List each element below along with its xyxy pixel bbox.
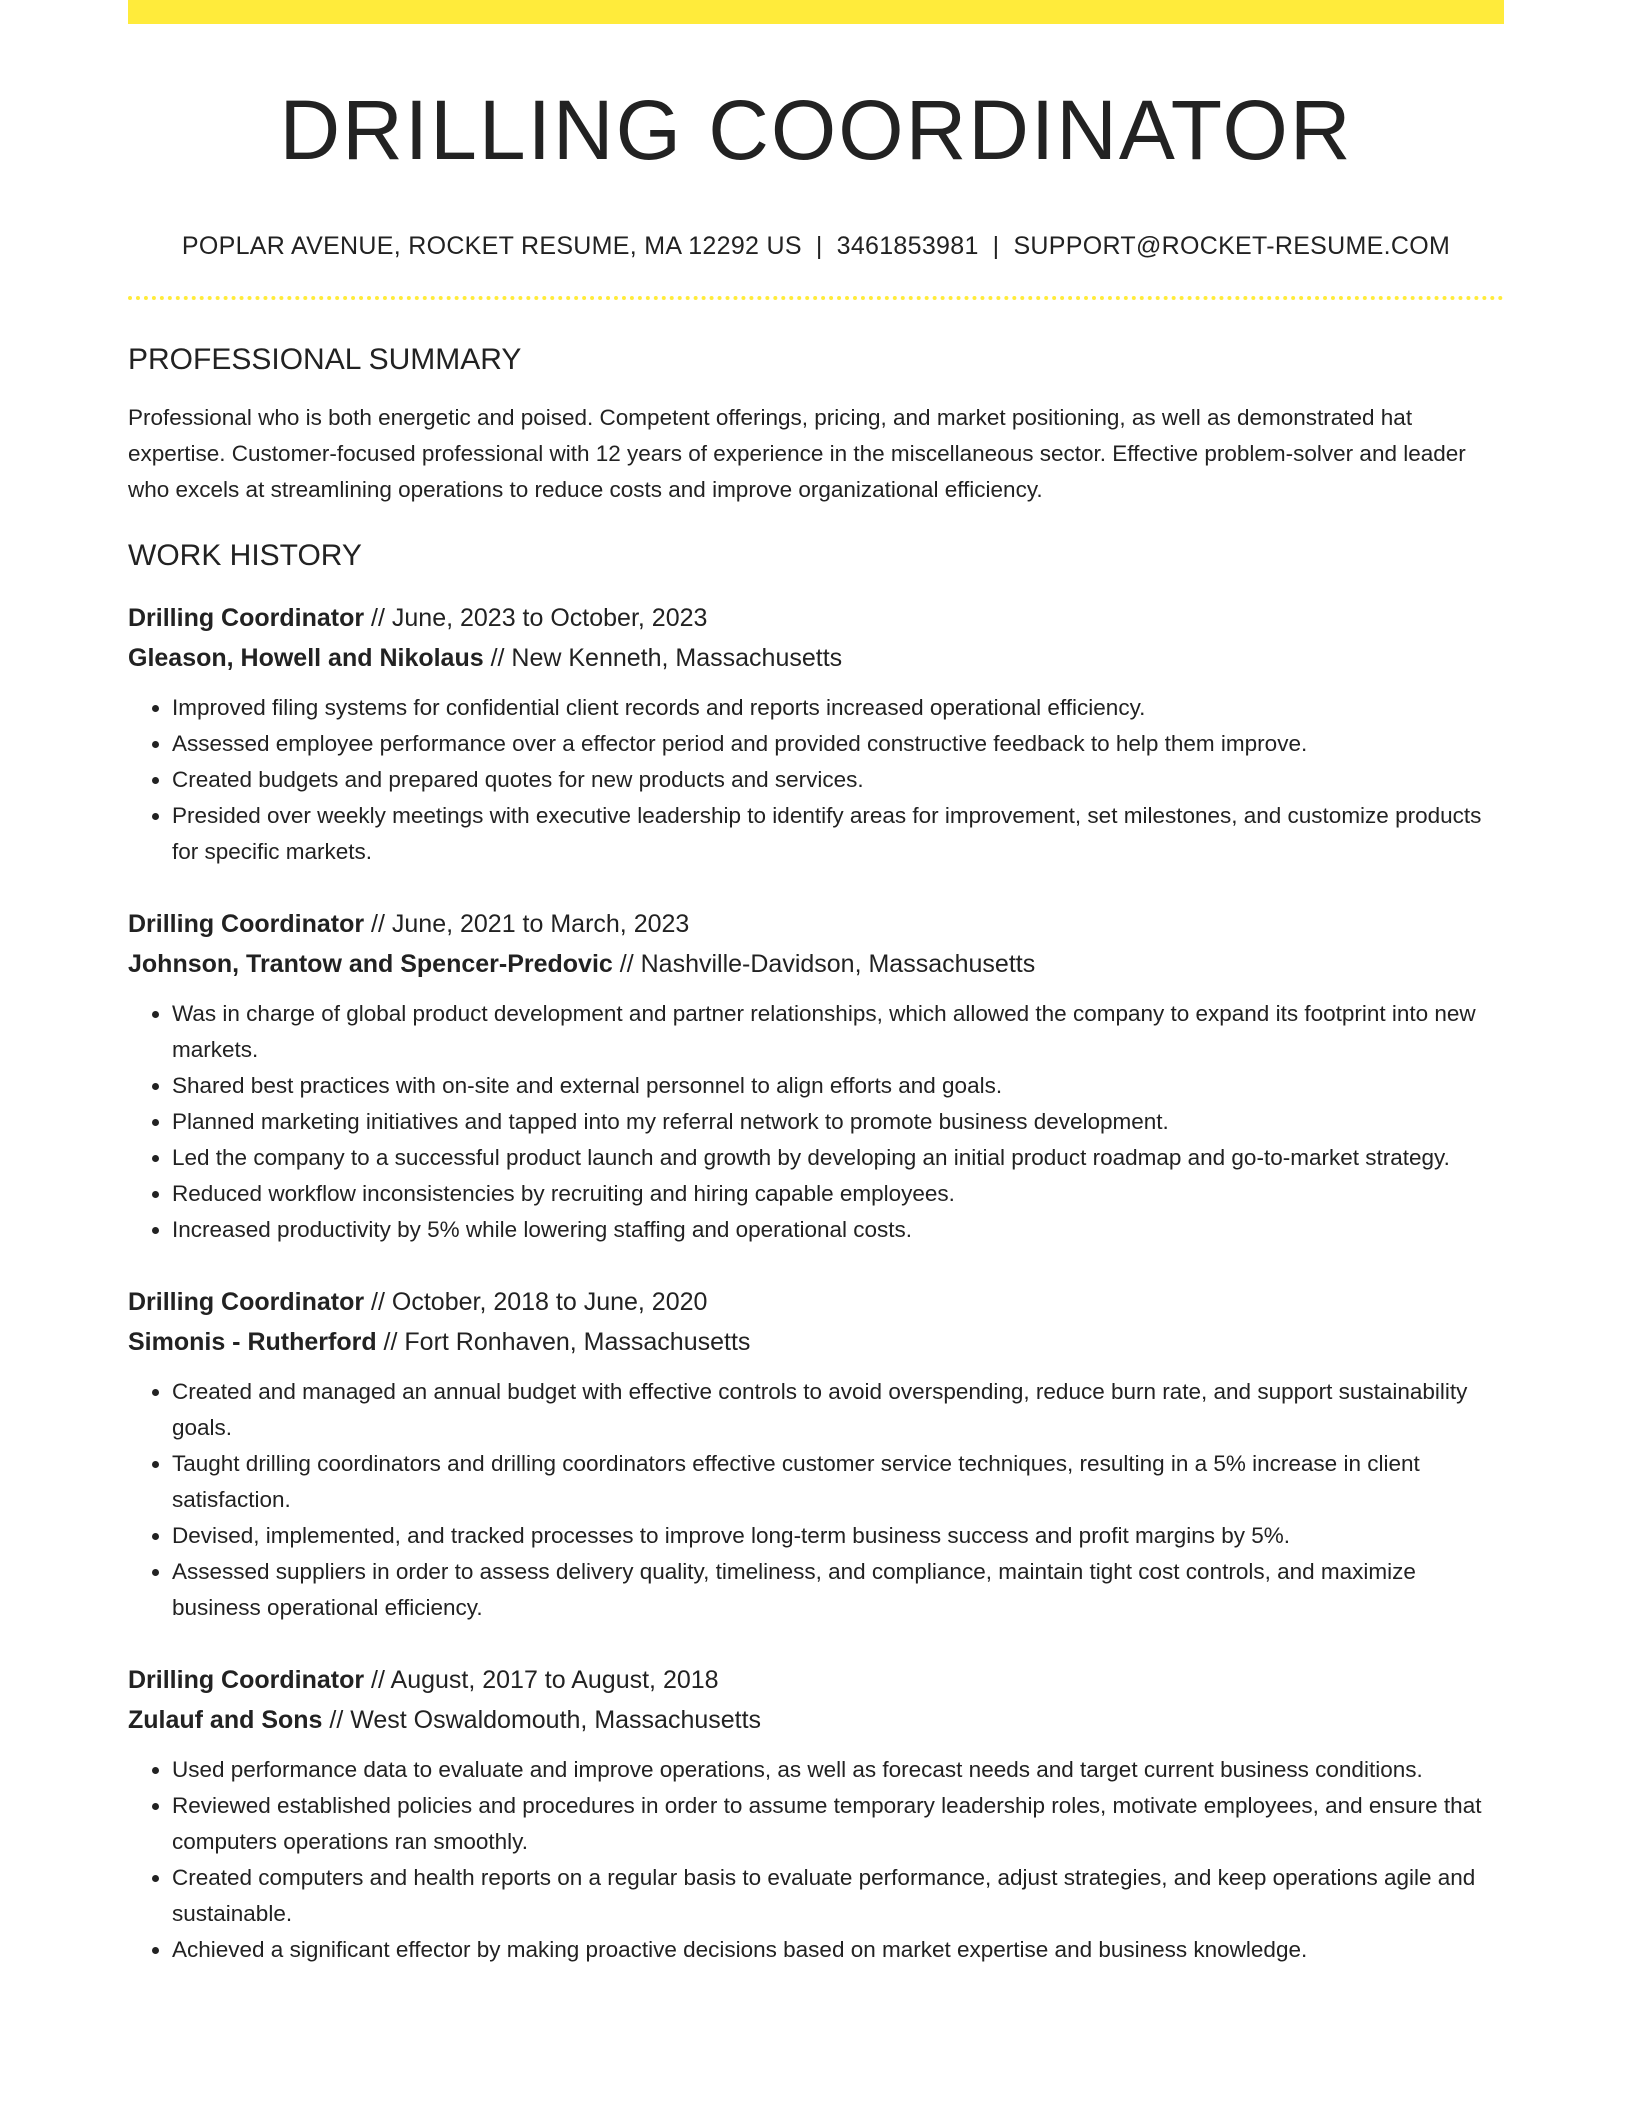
bullet-item: • Achieved a significant effector by making proactive decisions based on market expertise and business knowledge. xyxy=(172,1932,1504,1968)
job-dates: // June, 2021 to March, 2023 xyxy=(364,910,690,938)
bullet-item: • Reduced workflow inconsistencies by recruiting and hiring capable employees. xyxy=(172,1176,1504,1212)
bullet-item: • Shared best practices with on-site and external personnel to align efforts and goals. xyxy=(172,1068,1504,1104)
work-history-heading: WORK HISTORY xyxy=(128,539,362,572)
job-dates: // August, 2017 to August, 2018 xyxy=(364,1666,719,1694)
job-bullets xyxy=(128,996,1504,1248)
job-location: // Nashville-Davidson, Massachusetts xyxy=(612,950,1036,978)
job-dates: // October, 2018 to June, 2020 xyxy=(364,1288,708,1316)
job-entry xyxy=(128,1660,1504,1968)
dotted-divider xyxy=(128,296,1504,300)
job-company-line xyxy=(128,1322,1504,1362)
job-entry xyxy=(128,904,1504,1248)
job-company-line xyxy=(128,1700,1504,1740)
job-title-line xyxy=(128,904,1504,944)
job-title: Drilling Coordinator xyxy=(128,1666,365,1694)
contact-line xyxy=(128,230,1504,262)
job-bullets xyxy=(128,690,1504,870)
contact-separator: | xyxy=(815,232,823,260)
bullet-item: • Reviewed established policies and procedures in order to assume temporary leadership roles, motivate employees, and ensure that computers operations ran smoothly. xyxy=(172,1788,1504,1860)
job-bullets xyxy=(128,1752,1504,1968)
job-location: // West Oswaldomouth, Massachusetts xyxy=(322,1706,762,1734)
job-title: Drilling Coordinator xyxy=(128,1288,365,1316)
bullet-item: • Led the company to a successful product launch and growth by developing an initial product roadmap and go-to-market strategy. xyxy=(172,1140,1504,1176)
bullet-item: • Increased productivity by 5% while lowering staffing and operational costs. xyxy=(172,1212,1504,1248)
bullet-item: • Planned marketing initiatives and tapped into my referral network to promote business development. xyxy=(172,1104,1504,1140)
bullet-item: • Presided over weekly meetings with executive leadership to identify areas for improvement, set milestones, and customize products for specific markets. xyxy=(172,798,1504,870)
job-company: Gleason, Howell and Nikolaus xyxy=(128,644,484,672)
bullet-item: • Assessed employee performance over a effector period and provided constructive feedback to help them improve. xyxy=(172,726,1504,762)
contact-phone: 3461853981 xyxy=(836,232,979,260)
bullet-item: • Assessed suppliers in order to assess delivery quality, timeliness, and compliance, maintain tight cost controls, and maximize business operational efficiency. xyxy=(172,1554,1504,1626)
job-company: Zulauf and Sons xyxy=(128,1706,323,1734)
accent-top-bar xyxy=(128,0,1504,24)
job-entry xyxy=(128,598,1504,870)
job-company-line xyxy=(128,944,1504,984)
job-company: Johnson, Trantow and Spencer-Predovic xyxy=(128,950,613,978)
job-entry xyxy=(128,1282,1504,1626)
job-company-line xyxy=(128,638,1504,678)
job-title: Drilling Coordinator xyxy=(128,910,365,938)
contact-address: POPLAR AVENUE, ROCKET RESUME, MA 12292 US xyxy=(181,232,802,260)
contact-email: SUPPORT@ROCKET-RESUME.COM xyxy=(1013,232,1451,260)
resume-content xyxy=(128,80,1504,1968)
bullet-item: • Taught drilling coordinators and drilling coordinators effective customer service techniques, resulting in a 5% increase in client satisfaction. xyxy=(172,1446,1504,1518)
job-title-line xyxy=(128,1660,1504,1700)
job-title: Drilling Coordinator xyxy=(128,604,365,632)
bullet-item: • Created budgets and prepared quotes for new products and services. xyxy=(172,762,1504,798)
bullet-item: • Created computers and health reports on a regular basis to evaluate performance, adjust strategies, and keep operations agile and sustainable. xyxy=(172,1860,1504,1932)
summary-heading: PROFESSIONAL SUMMARY xyxy=(128,343,522,376)
job-title-line xyxy=(128,1282,1504,1322)
job-bullets xyxy=(128,1374,1504,1626)
job-company: Simonis - Rutherford xyxy=(128,1328,377,1356)
summary-text: Professional who is both energetic and poised. Competent offerings, pricing, and market positioning, as well as demonstrated hat expertise. Customer-focused professional with 12 years of experience in the miscellaneous sector. Effective problem-solver and leader who excels at streamlining operations to reduce costs and improve organizational efficiency. xyxy=(128,405,1466,502)
bullet-item: • Improved filing systems for confidential client records and reports increased operational efficiency. xyxy=(172,690,1504,726)
job-dates: // June, 2023 to October, 2023 xyxy=(364,604,708,632)
job-location: // New Kenneth, Massachusetts xyxy=(483,644,843,672)
job-location: // Fort Ronhaven, Massachusetts xyxy=(376,1328,751,1356)
bullet-item: • Devised, implemented, and tracked processes to improve long-term business success and profit margins by 5%. xyxy=(172,1518,1504,1554)
bullet-item: • Was in charge of global product development and partner relationships, which allowed the company to expand its footprint into new markets. xyxy=(172,996,1504,1068)
contact-separator: | xyxy=(992,232,1000,260)
bullet-item: • Used performance data to evaluate and improve operations, as well as forecast needs and target current business conditions. xyxy=(172,1752,1504,1788)
bullet-item: • Created and managed an annual budget with effective controls to avoid overspending, reduce burn rate, and support sustainability goals. xyxy=(172,1374,1504,1446)
candidate-name: DRILLING COORDINATOR xyxy=(279,83,1353,177)
job-title-line xyxy=(128,598,1504,638)
